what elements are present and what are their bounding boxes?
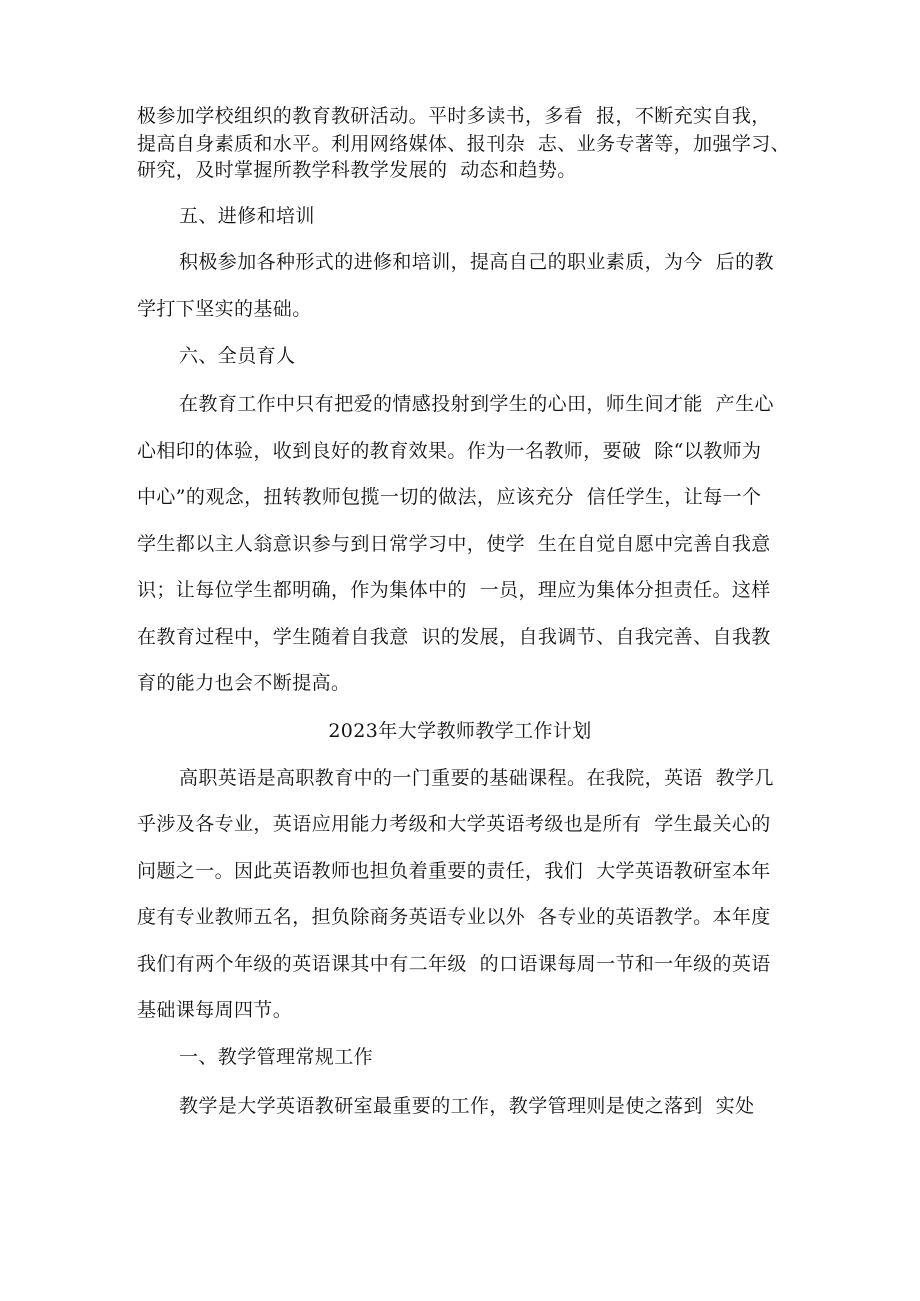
text-line: 在教育工作中只有把爱的情感投射到学生的心田，师生间才能 产生心 xyxy=(179,393,774,415)
text-line: 高职英语是高职教育中的一门重要的基础课程。在我院，英语 教学几 xyxy=(179,767,774,789)
text-line: 中心”的观念，扭转教师包揽一切的做法，应该充分 信任学生，让每一个 xyxy=(137,486,762,508)
text-line: 育的能力也会不断提高。 xyxy=(137,672,351,694)
text-line: 基础课每周四节。 xyxy=(137,999,293,1021)
text-line: 我们有两个年级的英语课其中有二年级 的口语课每周一节和一年级的英语 xyxy=(137,953,771,975)
text-line: 学生都以主人翁意识参与到日常学习中，使学 生在自觉自愿中完善自我意 xyxy=(137,533,771,555)
text-line: 积极参加各种形式的进修和培训，提高自己的职业素质，为今 后的教 xyxy=(179,251,774,273)
text-line: 度有专业教师五名，担负除商务英语专业以外 各专业的英语教学。本年度 xyxy=(137,906,771,928)
text-line: 乎涉及各专业，英语应用能力考级和大学英语考级也是所有 学生最关心的 xyxy=(137,813,771,835)
text-line: 教学是大学英语教研室最重要的工作，教学管理则是使之落到 实处 xyxy=(179,1095,755,1117)
text-line: 心相印的体验，收到良好的教育效果。作为一名教师，要破 除“以教师为 xyxy=(137,440,762,462)
text-line: 研究，及时掌握所教学科教学发展的 动态和趋势。 xyxy=(137,159,577,181)
section-heading: 五、进修和培训 xyxy=(179,205,315,227)
text-line: 学打下坚实的基础。 xyxy=(137,298,312,320)
text-line: 极参加学校组织的教育教研活动。平时多读书，多看 报，不断充实自我， xyxy=(137,105,771,127)
text-line: 识；让每位学生都明确，作为集体中的 一员，理应为集体分担责任。这样 xyxy=(137,579,771,601)
section-heading: 一、教学管理常规工作 xyxy=(179,1046,374,1068)
page-title: 2023年大学教师教学工作计划 xyxy=(328,720,592,742)
text-line: 在教育过程中，学生随着自我意 识的发展，自我调节、自我完善、自我教 xyxy=(137,626,771,648)
section-heading: 六、全员育人 xyxy=(179,345,296,367)
text-line: 问题之一。因此英语教师也担负着重要的责任，我们 大学英语教研室本年 xyxy=(137,860,771,882)
text-line: 提高自身素质和水平。利用网络媒体、报刊杂 志、业务专著等，加强学习、 xyxy=(137,133,791,155)
